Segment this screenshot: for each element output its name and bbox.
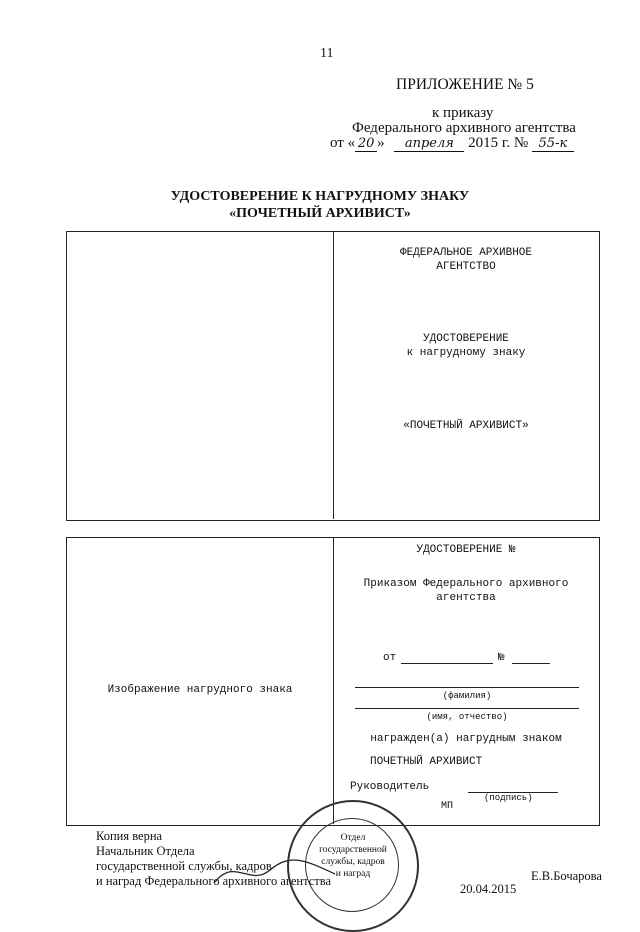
page-number: 11 — [320, 46, 334, 61]
certification-date: 20.04.2015 — [460, 882, 517, 896]
number-label: № — [498, 652, 505, 664]
from-label: от — [383, 652, 397, 664]
order-date-line — [330, 135, 574, 152]
stamp-line2: государственной — [319, 845, 387, 855]
inner-badge-name: ПОЧЕТНЫЙ АРХИВИСТ — [370, 756, 483, 768]
name-caption: (имя, отчество) — [426, 712, 508, 722]
cover-cert-line2: к нагрудному знаку — [406, 347, 526, 359]
stamp-line1: Отдел — [340, 833, 366, 843]
document-title-line2: «ПОЧЕТНЫЙ АРХИВИСТ» — [229, 206, 411, 221]
dept-line2: и наград Федерального архивного агентства — [96, 874, 332, 888]
awarded-text: награжден(а) нагрудным знаком — [370, 733, 562, 745]
date-mid: » — [377, 135, 385, 151]
surname-caption: (фамилия) — [442, 691, 492, 701]
by-order-line1: Приказом Федерального архивного — [363, 578, 569, 590]
badge-image-placeholder: Изображение нагрудного знака — [107, 684, 293, 696]
document-title — [0, 188, 640, 222]
by-order-line2: агентства — [436, 592, 496, 604]
stamp-text — [307, 832, 399, 880]
official-stamp — [287, 800, 419, 932]
cover-agency-line1: ФЕДЕРАЛЬНОЕ АРХИВНОЕ — [399, 247, 533, 259]
cover-fold-line — [333, 231, 334, 519]
date-year: 2015 г. № — [468, 135, 529, 151]
order-reference: к приказу — [432, 105, 494, 121]
order-number-handwritten: 55-к — [532, 137, 574, 152]
order-number-field — [512, 663, 550, 664]
document-title-line1: УДОСТОВЕРЕНИЕ К НАГРУДНОМУ ЗНАКУ — [170, 189, 470, 204]
cover-agency-line2: АГЕНТСТВО — [436, 261, 496, 273]
name-field — [355, 708, 579, 709]
head-of-dept-label: Начальник Отдела — [96, 844, 195, 858]
signer-name: Е.В.Бочарова — [531, 869, 602, 883]
copy-true-label: Копия верна — [96, 829, 163, 843]
cover-agency — [334, 246, 598, 274]
dept-line1: государственной службы, кадров — [96, 859, 272, 873]
appendix-title: ПРИЛОЖЕНИЕ № 5 — [396, 76, 534, 93]
head-label: Руководитель — [350, 781, 430, 793]
cover-badge-name: «ПОЧЕТНЫЙ АРХИВИСТ» — [403, 420, 529, 432]
by-order-text — [334, 577, 598, 605]
from-date-field — [401, 663, 493, 664]
surname-field — [355, 687, 579, 688]
cover-cert-line1: УДОСТОВЕРЕНИЕ — [423, 333, 509, 345]
stamp-line4: и наград — [335, 869, 371, 879]
cover-certificate-title — [334, 332, 598, 360]
certificate-number-label: УДОСТОВЕРЕНИЕ № — [416, 544, 516, 556]
date-day-handwritten: 20 — [355, 137, 377, 152]
signature-caption: (подпись) — [484, 793, 533, 803]
date-month-handwritten: апреля — [394, 137, 464, 152]
stamp-line3: службы, кадров — [321, 857, 385, 867]
seal-place-label: МП — [441, 801, 454, 812]
date-prefix: от « — [330, 135, 356, 151]
agency-name: Федерального архивного агентства — [352, 120, 576, 136]
